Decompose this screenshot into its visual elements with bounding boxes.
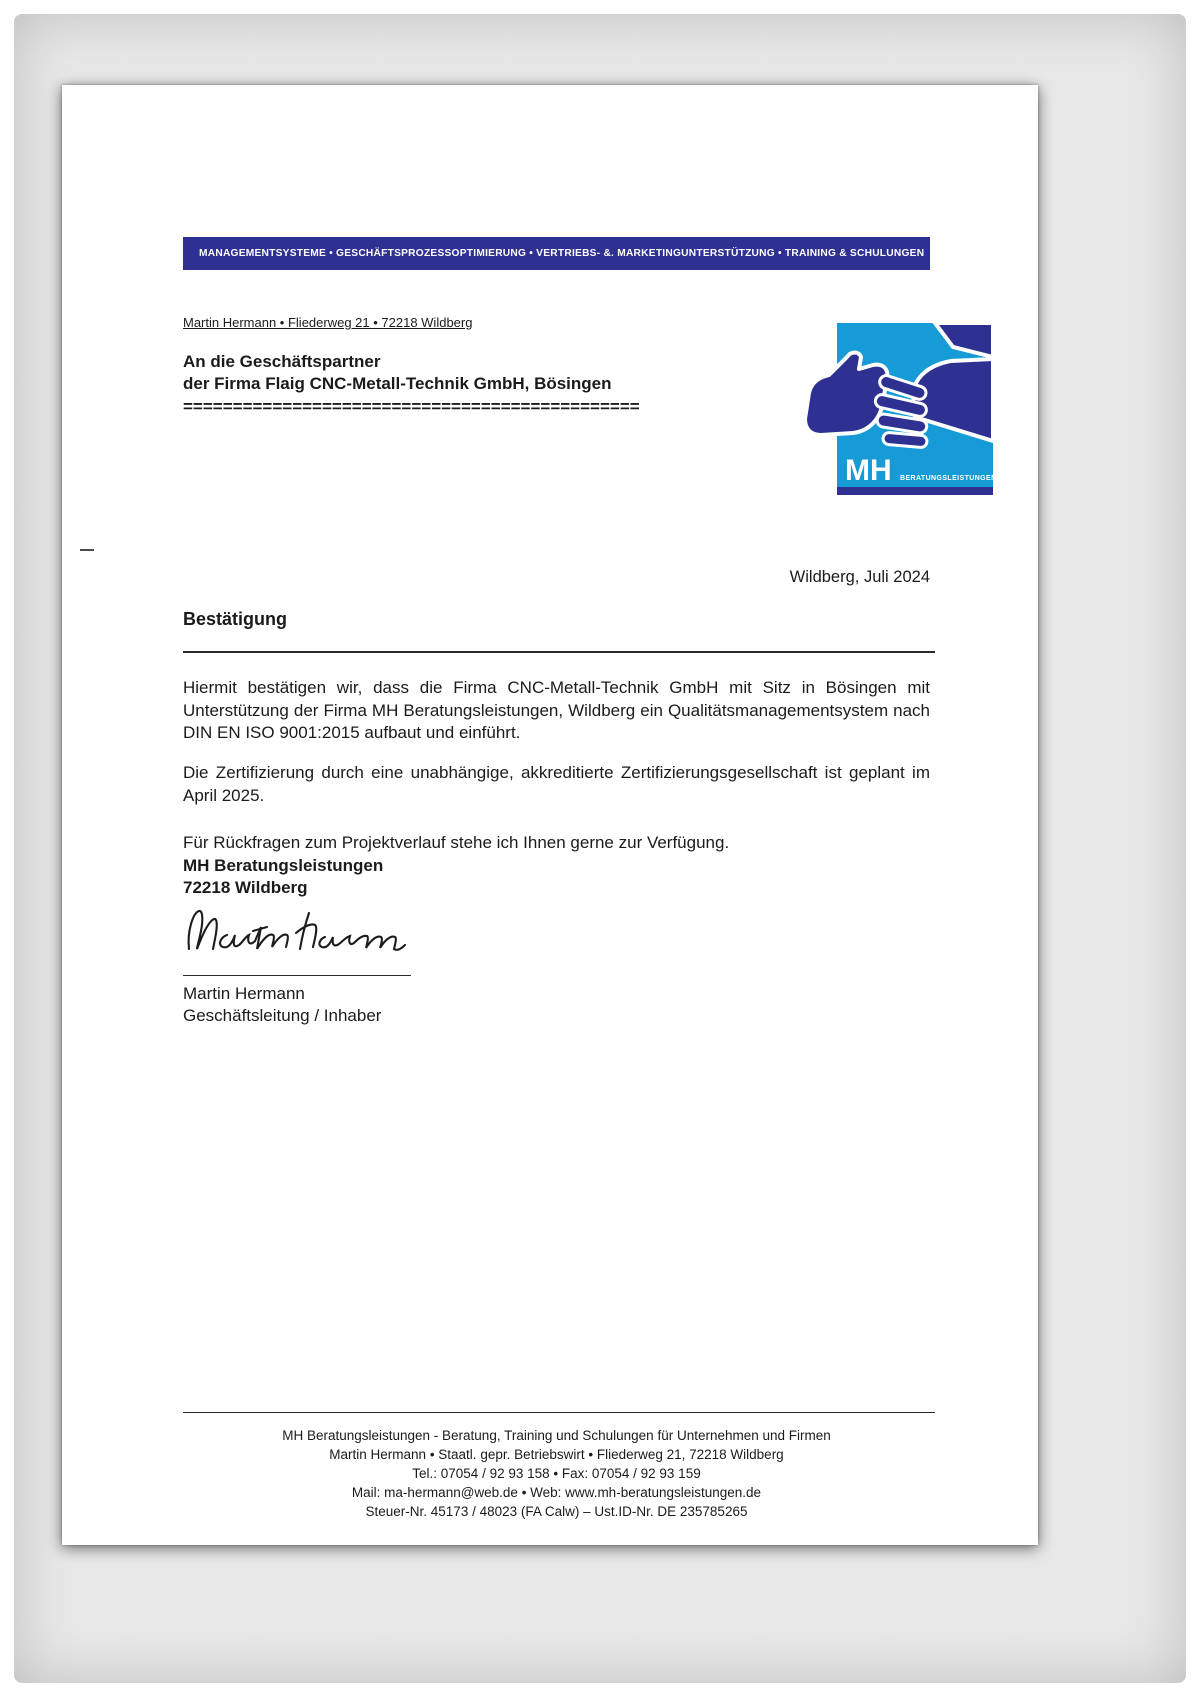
footer-line-company: MH Beratungsleistungen - Beratung, Training und Schulungen für Unternehmen und Firmen [282, 1428, 831, 1443]
letter-page [62, 85, 1038, 1545]
recipient-line-1: An die Geschäftspartner [183, 352, 381, 371]
logo-subtitle: BERATUNGSLEISTUNGEN [900, 475, 993, 482]
paragraph-certification: Die Zertifizierung durch eine unabhängige, akkreditierte Zertifizierungsgesellschaft ist geplant im April 2025. [183, 763, 930, 805]
date-line: Wildberg, Juli 2024 [789, 568, 930, 586]
paragraph-confirmation: Hiermit bestätigen wir, dass die Firma CNC-Metall-Technik GmbH mit Sitz in Bösingen mit Unterstützung der Firma MH Beratungsleistungen, Wildberg ein Qualitätsmanagementsystem nach DIN EN ISO 9001:2015 aufbaut und einführt. [183, 678, 930, 742]
footer-line-owner: Martin Hermann • Staatl. gepr. Betriebswirt • Fliederweg 21, 72218 Wildberg [329, 1447, 784, 1462]
paragraph-contact: Für Rückfragen zum Projektverlauf stehe ich Ihnen gerne zur Verfügung. [183, 833, 730, 852]
recipient-line-2: der Firma Flaig CNC-Metall-Technik GmbH, Bösingen [183, 374, 612, 393]
footer-rule [183, 1412, 935, 1413]
handshake-logo-graphic [803, 323, 993, 495]
left-hand-shape [805, 353, 887, 436]
services-banner [183, 237, 930, 270]
services-banner-text: MANAGEMENTSYSTEME • GESCHÄFTSPROZESSOPTIMIERUNG • VERTRIEBS- &. MARKETINGUNTERSTÜTZUNG • TRAINING & SCHULUNGEN [199, 248, 925, 259]
logo-initials: MH [845, 454, 892, 487]
company-logo [803, 323, 993, 495]
logo-bottom-strip [837, 487, 993, 495]
signer-name: Martin Hermann [183, 984, 305, 1003]
closing-city: 72218 Wildberg [183, 878, 308, 897]
sender-address-line: Martin Hermann • Fliederweg 21 • 72218 Wildberg [183, 315, 473, 330]
footer-line-tax: Steuer-Nr. 45173 / 48023 (FA Calw) – Ust.ID-Nr. DE 235785265 [365, 1504, 748, 1519]
signature-line [183, 975, 411, 976]
subject-rule [183, 651, 935, 653]
recipient-block [183, 351, 640, 419]
signature-handwriting [183, 897, 413, 967]
fold-mark [80, 549, 94, 551]
footer-line-mail-web: Mail: ma-hermann@web.de • Web: www.mh-beratungsleistungen.de [351, 1485, 762, 1500]
signer-block [183, 983, 381, 1027]
closing-company: MH Beratungsleistungen [183, 856, 384, 875]
footer-block [183, 1426, 930, 1521]
footer-line-phone: Tel.: 07054 / 92 93 158 • Fax: 07054 / 92 93 159 [412, 1466, 701, 1481]
recipient-underline-row: ============================================== [183, 397, 640, 416]
closing-block [183, 855, 383, 899]
subject-heading: Bestätigung [183, 609, 288, 629]
signer-role: Geschäftsleitung / Inhaber [183, 1006, 382, 1025]
